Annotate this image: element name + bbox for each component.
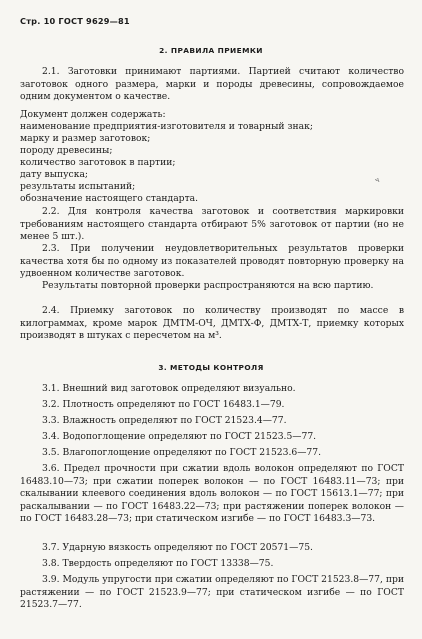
- list-item: результаты испытаний;: [20, 181, 136, 192]
- paragraph-3-9: 3.9. Модуль упругости при сжатии определяют по ГОСТ 21523.8—77, при растяжении — по ГОСТ 21523.9—77; при статическом изгибе — по ГОСТ 21523.7—77.: [20, 574, 404, 610]
- list-item: обозначение настоящего стандарта.: [20, 193, 199, 204]
- paragraph-3-7: 3.7. Ударную вязкость определяют по ГОСТ 20571—75.: [42, 542, 313, 553]
- paragraph-3-3: 3.3. Влажность определяют по ГОСТ 21523.4—77.: [42, 415, 287, 426]
- paragraph-3-1: 3.1. Внешний вид заготовок определяют визуально.: [42, 383, 296, 394]
- paragraph-3-2: 3.2. Плотность определяют по ГОСТ 16483.1—79.: [42, 399, 285, 410]
- list-item: количество заготовок в партии;: [20, 157, 176, 168]
- list-item: дату выпуска;: [20, 169, 89, 180]
- paragraph-2-3-cont: Результаты повторной проверки распространяются на всю партию.: [42, 280, 374, 291]
- paragraph-3-6: 3.6. Предел прочности при сжатии вдоль волокон определяют по ГОСТ 16483.10—73; при сжатии поперек волокон — по ГОСТ 16483.11—73; при скалывании клеевого соединения вдоль волокон — по ГОСТ 15613.1—77; при раскалывании — по ГОСТ 16483.22—73; при растяжении поперек волокон — по ГОСТ 16483.28—73; при статическом изгибе — по ГОСТ 16483.3—73.: [20, 463, 404, 524]
- page-header: Стр. 10 ГОСТ 9629—81: [20, 16, 130, 26]
- paragraph-2-1: 2.1. Заготовки принимают партиями. Партией считают количество заготовок одного размера, марки и породы древесины, сопровождаемое одним документом о качестве.: [20, 66, 404, 102]
- paragraph-2-2: 2.2. Для контроля качества заготовок и соответствия маркировки требованиям настоящего стандарта отбирают 5% заготовок от партии (но не менее 5 шт.).: [20, 206, 404, 242]
- paragraph-2-3: 2.3. При получении неудовлетворительных результатов проверки качества хотя бы по одному из показателей проводят повторную проверку на удвоенном количестве заготовок.: [20, 243, 404, 279]
- section-2-title: 2. ПРАВИЛА ПРИЕМКИ: [159, 46, 263, 55]
- margin-mark: ч: [373, 175, 381, 185]
- list-item: породу древесины;: [20, 145, 113, 156]
- paragraph-3-5: 3.5. Влагопоглощение определяют по ГОСТ 21523.6—77.: [42, 447, 322, 458]
- paragraph-2-4: 2.4. Приемку заготовок по количеству производят по массе в килограммах, кроме марок ДМТМ-ОЧ, ДМТХ-Ф, ДМТХ-Т, приемку которых производят в штуках с пересчетом на м³.: [20, 305, 404, 341]
- list-item: марку и размер заготовок;: [20, 133, 151, 144]
- paragraph-3-4: 3.4. Водопоглощение определяют по ГОСТ 21523.5—77.: [42, 431, 317, 442]
- paragraph-3-8: 3.8. Твердость определяют по ГОСТ 13338—75.: [42, 558, 274, 569]
- document-intro: Документ должен содержать:: [20, 109, 166, 120]
- section-3-title: 3. МЕТОДЫ КОНТРОЛЯ: [158, 363, 264, 372]
- list-item: наименование предприятия-изготовителя и товарный знак;: [20, 121, 313, 132]
